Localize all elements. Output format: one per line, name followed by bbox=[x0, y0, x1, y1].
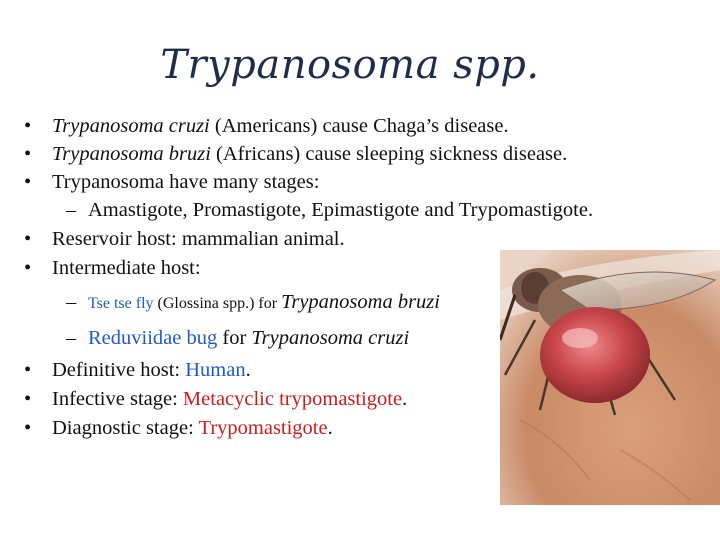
vector-name: Reduviidae bug bbox=[88, 327, 218, 349]
bullet-stages bbox=[24, 170, 319, 194]
bullet-text: (Africans) cause sleeping sickness disease. bbox=[210, 143, 568, 165]
slide-title: Trypanosoma spp. bbox=[160, 42, 540, 88]
bullet-glyph: • bbox=[24, 257, 32, 279]
species-name: Trypanosoma cruzi bbox=[52, 115, 210, 137]
sub-bullet-reduviidae bbox=[66, 326, 409, 350]
bullet-intermediate-host bbox=[24, 256, 201, 280]
dash-glyph: – bbox=[66, 199, 77, 221]
tsetse-fly-photo bbox=[500, 250, 720, 505]
bullet-label: Diagnostic stage: bbox=[52, 417, 199, 439]
stage-value: Trypomastigote bbox=[198, 417, 328, 439]
bullet-glyph: • bbox=[24, 171, 32, 193]
bullet-text: Intermediate host: bbox=[52, 257, 201, 279]
period: . bbox=[402, 388, 408, 410]
bullet-label: Definitive host: bbox=[52, 359, 186, 381]
sub-bullet-text: Amastigote, Promastigote, Epimastigote and Trypomastigote. bbox=[88, 199, 594, 221]
sub-bullet-tsetse bbox=[66, 290, 440, 316]
dash-glyph: – bbox=[66, 327, 77, 349]
bullet-glyph: • bbox=[24, 359, 32, 381]
bullet-infective-stage bbox=[24, 387, 407, 411]
bullet-label: Infective stage: bbox=[52, 388, 183, 410]
bullet-text: Trypanosoma have many stages: bbox=[52, 171, 320, 193]
sub-bullet-text: (Glossina spp.) for bbox=[153, 295, 282, 312]
vector-name: Tse tse fly bbox=[88, 295, 154, 312]
period: . bbox=[327, 417, 333, 439]
species-name: Trypanosoma cruzi bbox=[251, 327, 410, 349]
bullet-glyph: • bbox=[24, 143, 32, 165]
bullet-reservoir-host bbox=[24, 227, 345, 251]
sub-bullet-text: for bbox=[217, 327, 252, 349]
bullet-diagnostic-stage bbox=[24, 416, 333, 440]
species-name: Trypanosoma bruzi bbox=[281, 291, 440, 313]
bullet-text: (Americans) cause Chaga’s disease. bbox=[209, 115, 509, 137]
bullet-text: Reservoir host: mammalian animal. bbox=[52, 228, 345, 250]
species-name: Trypanosoma bruzi bbox=[52, 143, 211, 165]
bullet-t-bruzi bbox=[24, 142, 567, 166]
bullet-glyph: • bbox=[24, 228, 32, 250]
stage-value: Metacyclic trypomastigote bbox=[182, 388, 403, 410]
dash-glyph: – bbox=[66, 291, 77, 313]
period: . bbox=[245, 359, 251, 381]
bullet-glyph: • bbox=[24, 115, 32, 137]
host-value: Human bbox=[185, 359, 246, 381]
bullet-definitive-host bbox=[24, 358, 251, 382]
bullet-t-cruzi bbox=[24, 114, 509, 138]
bullet-glyph: • bbox=[24, 388, 32, 410]
bullet-glyph: • bbox=[24, 417, 32, 439]
sub-bullet-stages-list bbox=[66, 198, 593, 222]
